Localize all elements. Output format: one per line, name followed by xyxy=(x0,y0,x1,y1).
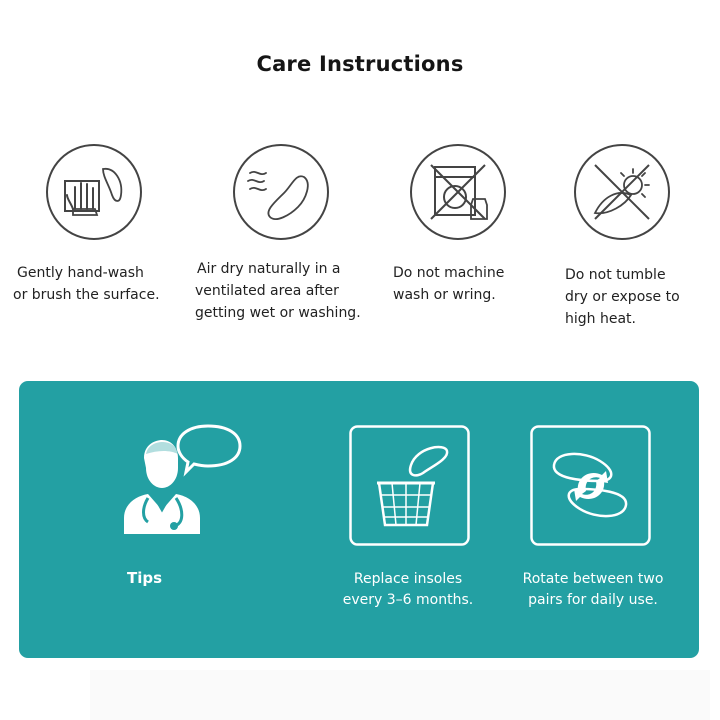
no-machine-wash-icon xyxy=(409,143,507,241)
tip-text-rotate: Rotate between two pairs for daily use. xyxy=(522,571,664,608)
doctor-tips-icon xyxy=(118,420,248,540)
care-text-no-machine-wash: Do not machine wash or wring. xyxy=(393,265,505,303)
no-heat-dry-icon xyxy=(573,143,671,241)
rotate-pairs-icon xyxy=(530,425,651,546)
bottom-strip xyxy=(90,670,710,720)
tips-label: Tips xyxy=(127,569,163,587)
care-text-air-dry: Air dry naturally in a ventilated area after getting wet or washing. xyxy=(195,261,361,321)
hand-wash-icon xyxy=(45,143,143,241)
replace-insole-icon xyxy=(349,425,470,546)
air-dry-icon xyxy=(232,143,330,241)
tip-text-replace: Replace insoles every 3–6 months. xyxy=(342,571,474,608)
page-title: Care Instructions xyxy=(256,52,464,76)
care-text-hand-wash: Gently hand-wash or brush the surface. xyxy=(13,265,160,303)
care-text-no-heat: Do not tumble dry or expose to high heat. xyxy=(565,267,680,327)
